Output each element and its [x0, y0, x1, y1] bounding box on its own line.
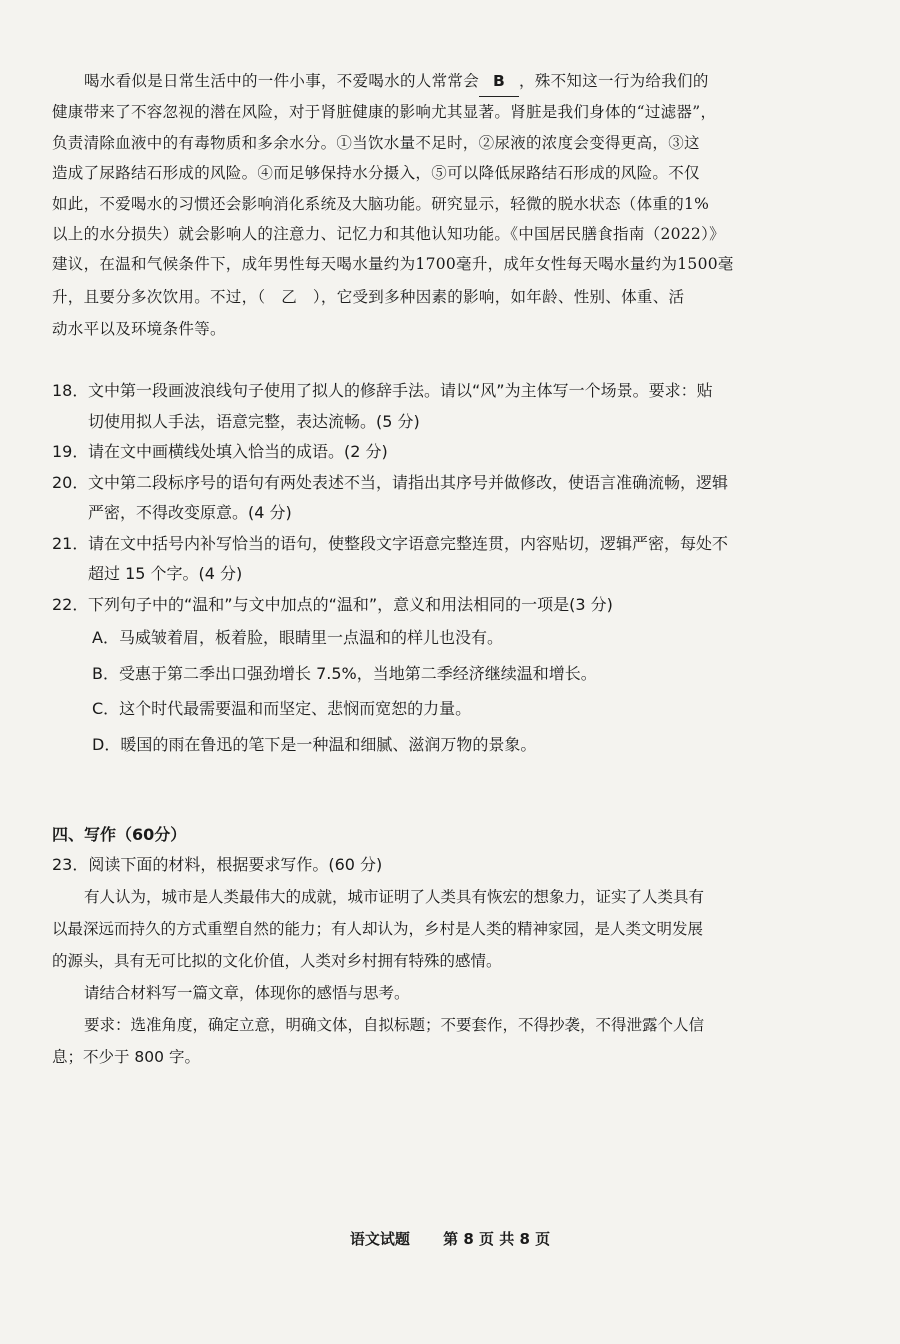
writing-instruction: 请结合材料写一篇文章，体现你的感悟与思考。	[84, 983, 410, 1002]
passage-line: 以上的水分损失）就会影响人的注意力、记忆力和其他认知功能。《中国居民膳食指南（2022）》	[52, 225, 725, 244]
passage-line: 喝水看似是日常生活中的一件小事，不爱喝水的人常常会 B ，殊不知这一行为给我们的	[52, 66, 852, 97]
question-21: 21．请在文中括号内补写恰当的语句，使整段文字语意完整连贯，内容贴切，逻辑严密，每处不	[52, 533, 729, 553]
option-d: D．暖国的雨在鲁迅的笔下是一种温和细腻、滋润万物的景象。	[92, 734, 537, 754]
writing-requirement-cont: 息；不少于 800 字。	[52, 1047, 200, 1066]
passage-line: 造成了尿路结石形成的风险。④而足够保持水分摄入，⑤可以降低尿路结石形成的风险。不仅	[52, 164, 700, 183]
option-b: B．受惠于第二季出口强劲增长 7.5%，当地第二季经济继续温和增长。	[92, 663, 597, 683]
passage-line: 升，且要分多次饮用。不过，（ 乙 ），它受到多种因素的影响，如年龄、性别、体重、活	[52, 287, 685, 306]
question-18: 18．文中第一段画波浪线句子使用了拟人的修辞手法。请以“风”为主体写一个场景。要求：贴	[52, 381, 713, 400]
option-c: C．这个时代最需要温和而坚定、悲悯而宽恕的力量。	[92, 699, 472, 718]
section-title: 四、写作（60分）	[52, 825, 187, 844]
question-list	[52, 376, 852, 762]
passage-line: 负责清除血液中的有毒物质和多余水分。①当饮水量不足时，②尿液的浓度会变得更高，③这	[52, 133, 700, 152]
fill-blank: B	[479, 66, 519, 97]
question-22: 22．下列句子中的“温和”与文中加点的“温和”，意义和用法相同的一项是(3 分)	[52, 594, 613, 614]
passage-line: 动水平以及环境条件等。	[52, 319, 226, 338]
question-21-cont: 超过 15 个字。(4 分)	[88, 564, 243, 583]
footer-subject: 语文试题	[349, 1230, 410, 1248]
material-line: 以最深远而持久的方式重塑自然的能力；有人却认为，乡村是人类的精神家园，是人类文明发展	[52, 919, 704, 938]
question-19: 19．请在文中画横线处填入恰当的成语。(2 分)	[52, 442, 388, 461]
passage-line: 如此，不爱喝水的习惯还会影响消化系统及大脑功能。研究显示，轻微的脱水状态（体重的1%	[52, 194, 710, 213]
question-20-cont: 严密，不得改变原意。(4 分)	[88, 503, 292, 522]
passage-line: 健康带来了不容忽视的潜在风险，对于肾脏健康的影响尤其显著。肾脏是我们身体的“过滤器”，	[52, 103, 717, 122]
reading-passage	[52, 66, 852, 344]
writing-section	[52, 820, 852, 1073]
option-a: A．马威皱着眉，板着脸，眼睛里一点温和的样儿也没有。	[92, 628, 503, 647]
material-line: 有人认为，城市是人类最伟大的成就，城市证明了人类具有恢宏的想象力，证实了人类具有	[84, 887, 705, 906]
question-20: 20．文中第二段标序号的语句有两处表述不当，请指出其序号并做修改，使语言准确流畅，逻辑	[52, 472, 729, 492]
page-footer	[0, 1228, 900, 1249]
material-line: 的源头，具有无可比拟的文化价值，人类对乡村拥有特殊的感情。	[52, 951, 502, 970]
question-23: 23．阅读下面的材料，根据要求写作。(60 分)	[52, 855, 383, 874]
question-18-cont: 切使用拟人手法，语意完整，表达流畅。(5 分)	[88, 411, 420, 431]
footer-page-number: 第 8 页 共 8 页	[443, 1230, 551, 1248]
writing-requirement: 要求：选准角度，确定立意，明确文体，自拟标题；不要套作，不得抄袭，不得泄露个人信	[84, 1015, 705, 1034]
passage-line: 建议，在温和气候条件下，成年男性每天喝水量约为1700毫升，成年女性每天喝水量约为1500毫	[52, 255, 734, 274]
